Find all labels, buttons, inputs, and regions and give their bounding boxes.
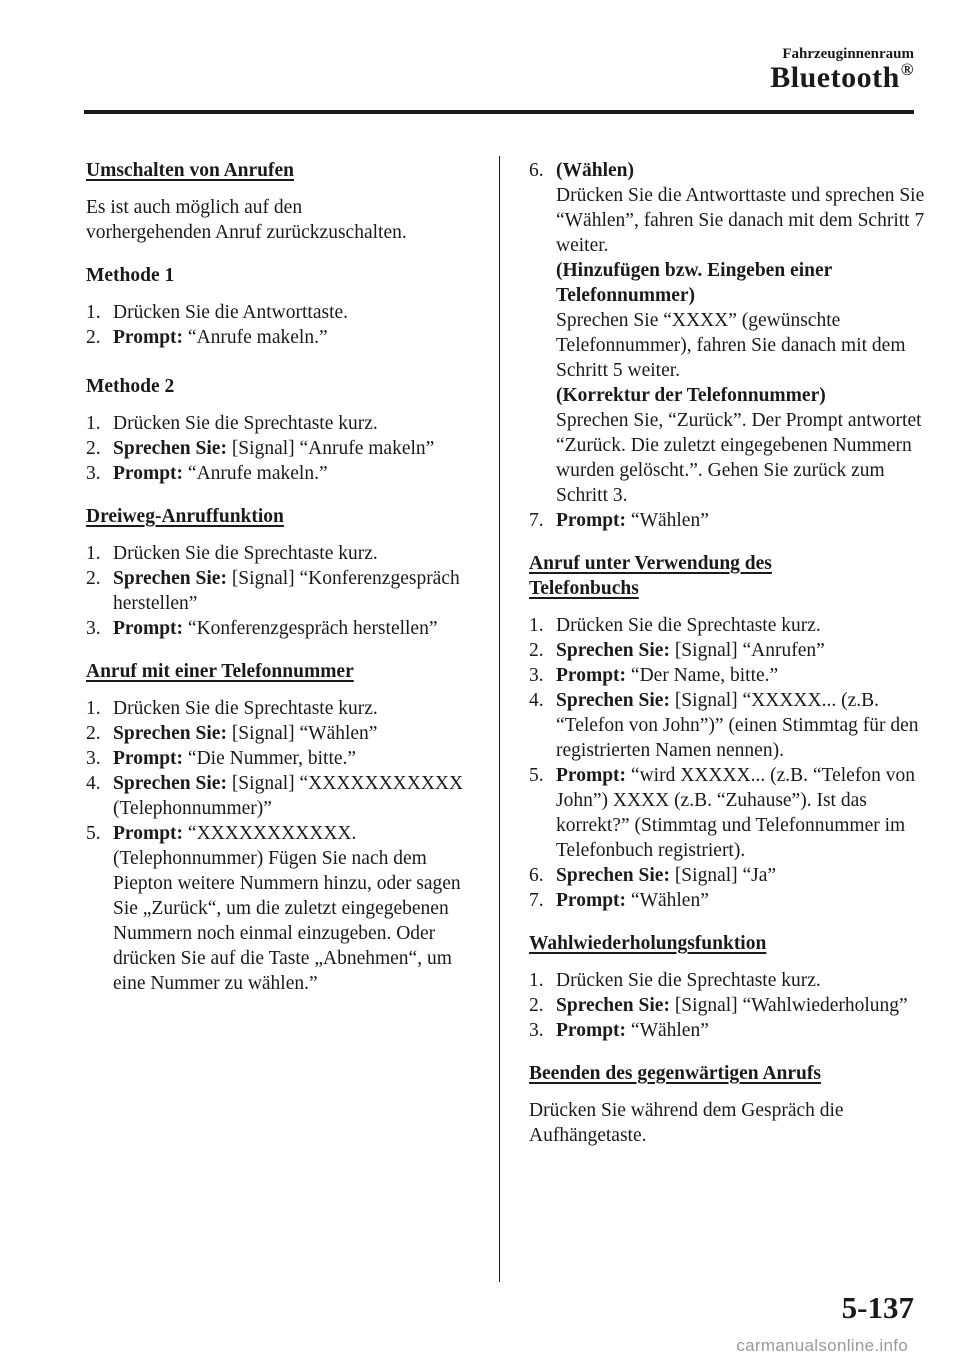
intro-line-2: vorhergehenden Anruf zurückzuschalten. xyxy=(86,222,407,243)
option-korrektur-text: Sprechen Sie, “Zurück”. Der Prompt antwortet “Zurück. Die zuletzt eingegebenen Nummern wurden gelöscht.”. Gehen Sie zurück zum Schritt 3. xyxy=(556,410,922,506)
option-waehlen-text: Drücken Sie die Antworttaste und sprechen Sie “Wählen”, fahren Sie danach mit dem Schritt 7 weiter. xyxy=(556,185,925,256)
watermark: carmanualsonline.info xyxy=(736,1336,908,1355)
header-rule xyxy=(84,110,914,114)
beenden-text: Drücken Sie während dem Gespräch die Aufhängetaste. xyxy=(529,1100,844,1146)
heading-telefonbuch: Anruf unter Verwendung des Telefonbuchs xyxy=(529,553,772,599)
heading-dreiweg: Dreiweg-Anruffunktion xyxy=(86,506,284,527)
list-item: 1. Drücken Sie die Antworttaste. xyxy=(86,302,349,323)
list-item: 4. Sprechen Sie: [Signal] “XXXXX... (z.B. “Telefon von John”)” (einen Stimmtag für den registrierten Namen nennen). xyxy=(529,690,919,761)
list-item: 7. Prompt: “Wählen” xyxy=(529,890,709,911)
option-hinzufuegen-text: Sprechen Sie “XXXX” (gewünschte Telefonnummer), fahren Sie danach mit dem Schritt 5 weiter. xyxy=(556,310,906,381)
list-item: 1. Drücken Sie die Sprechtaste kurz. xyxy=(86,413,378,434)
list-item: 1. Drücken Sie die Sprechtaste kurz. xyxy=(529,615,821,636)
section-label: Fahrzeuginnenraum xyxy=(782,46,914,62)
page-title: Bluetooth® xyxy=(770,60,914,94)
heading-umschalten: Umschalten von Anrufen xyxy=(86,160,295,181)
list-item: 2. Sprechen Sie: [Signal] “Konferenzgespräch herstellen” xyxy=(86,568,460,614)
list-item: 1. Drücken Sie die Sprechtaste kurz. xyxy=(529,970,821,991)
list-item: 6. Sprechen Sie: [Signal] “Ja” xyxy=(529,865,777,886)
method-1-steps xyxy=(86,300,478,350)
method-1-title: Methode 1 xyxy=(86,265,175,286)
option-korrektur-label: (Korrektur der Telefonnummer) xyxy=(556,385,826,406)
wahl-options-steps xyxy=(529,158,929,533)
list-item: 3. Prompt: “Konferenzgespräch herstellen” xyxy=(86,618,438,639)
telefonbuch-steps xyxy=(529,613,929,913)
option-waehlen-label: (Wählen) xyxy=(556,160,634,181)
option-hinzufuegen-label: (Hinzufügen bzw. Eingeben einer Telefonnummer) xyxy=(556,260,832,306)
method-2-steps xyxy=(86,411,478,486)
list-item: 2. Sprechen Sie: [Signal] “Anrufen” xyxy=(529,640,825,661)
intro-line-1: Es ist auch möglich auf den xyxy=(86,197,303,218)
list-item: 2. Sprechen Sie: [Signal] “Anrufe makeln” xyxy=(86,438,435,459)
list-item: 7. Prompt: “Wählen” xyxy=(529,510,709,531)
list-item: 2. Sprechen Sie: [Signal] “Wahlwiederholung” xyxy=(529,995,908,1016)
wahlwiederholung-steps xyxy=(529,968,929,1043)
right-column xyxy=(529,158,929,1148)
list-item: 4. Sprechen Sie: [Signal] “XXXXXXXXXXX (Telephonnummer)” xyxy=(86,773,464,819)
list-item: 1. Drücken Sie die Sprechtaste kurz. xyxy=(86,543,378,564)
telefonnummer-steps xyxy=(86,696,478,996)
list-item: 6. (Wählen) Drücken Sie die Antworttaste und sprechen Sie “Wählen”, fahren Sie danach mit dem Schritt 7 weiter. (Hinzufügen bzw. Eingeben einer Telefonnummer) Sprechen Sie “XXXX” (gewünschte Telefonnummer), fahren Sie danach mit dem Schritt 5 weiter. (Korrektur der Telefonnummer) Sprechen Sie, “Zurück”. Der Prompt antwortet “Zurück. Die zuletzt eingegebenen Nummern wurden gelöscht.”. Gehen Sie zurück zum Schritt 3. xyxy=(529,160,925,506)
list-item: 1. Drücken Sie die Sprechtaste kurz. xyxy=(86,698,378,719)
list-item: 3. Prompt: “Der Name, bitte.” xyxy=(529,665,779,686)
heading-telefonnummer: Anruf mit einer Telefonnummer xyxy=(86,661,354,682)
column-divider xyxy=(499,156,500,1282)
list-item: 3. Prompt: “Die Nummer, bitte.” xyxy=(86,748,357,769)
list-item: 3. Prompt: “Wählen” xyxy=(529,1020,709,1041)
heading-wahlwiederholung: Wahlwiederholungsfunktion xyxy=(529,933,767,954)
list-item: 5. Prompt: “XXXXXXXXXXX. (Telephonnummer) Fügen Sie nach dem Piepton weitere Nummern hinzu, oder sagen Sie „Zurück“, um die zuletzt eingegebenen Nummern noch einmal einzugeben. Oder drücken Sie auf die Taste „Abnehmen“, um eine Nummer zu wählen.” xyxy=(86,823,461,994)
list-item: 2. Sprechen Sie: [Signal] “Wählen” xyxy=(86,723,378,744)
heading-beenden: Beenden des gegenwärtigen Anrufs xyxy=(529,1063,821,1084)
list-item: 5. Prompt: “wird XXXXX... (z.B. “Telefon von John”) XXXX (z.B. “Zuhause”). Ist das korrekt?” (Stimmtag und Telefonnummer im Telefonbuch registriert). xyxy=(529,765,915,861)
registered-mark: ® xyxy=(900,60,914,79)
dreiweg-steps xyxy=(86,541,478,641)
list-item: 3. Prompt: “Anrufe makeln.” xyxy=(86,463,328,484)
left-column xyxy=(86,158,478,996)
method-2-title: Methode 2 xyxy=(86,376,175,397)
page-number: 5-137 xyxy=(841,1290,914,1325)
list-item: 2. Prompt: “Anrufe makeln.” xyxy=(86,327,328,348)
